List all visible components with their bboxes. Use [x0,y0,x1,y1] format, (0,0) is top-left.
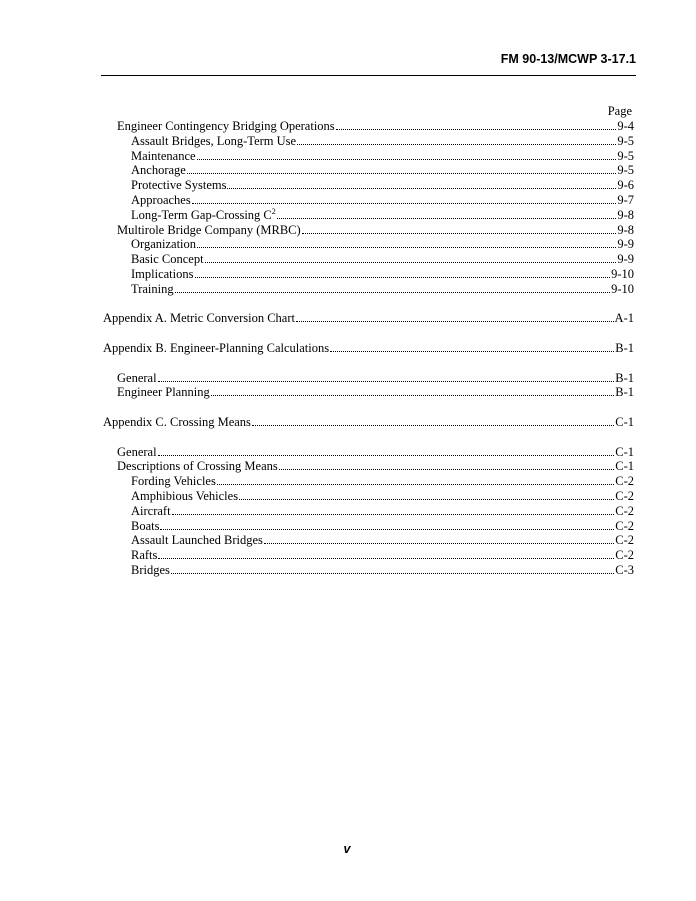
toc-entry-label-text: Rafts [131,548,158,563]
toc-entry-label [117,445,157,460]
toc-entry [103,563,634,578]
dot-leader [195,277,611,278]
toc-entry-label [131,282,174,297]
toc-entry-label [131,208,276,223]
toc-entry-label-text: Appendix C. Crossing Means [103,414,251,429]
toc-entry [103,459,634,474]
toc-entry-label [131,563,170,578]
toc-entry [103,178,634,193]
toc-entry-label [117,371,157,386]
dot-leader [172,514,615,515]
toc-entry-page: C-2 [615,488,634,503]
toc-entry-page: 9-5 [617,133,634,148]
toc-entry [103,267,634,282]
dot-leader [336,129,617,130]
toc-entry-page: C-2 [615,503,634,518]
toc-entry-page: B-1 [615,385,634,400]
toc-entry-label [103,311,295,326]
toc-entry-superscript: 2 [271,206,276,216]
table-of-contents [103,119,634,578]
toc-entry-label [131,489,238,504]
toc-entry-label-text: Bridges [131,562,170,577]
toc-entry-label [131,267,194,282]
toc-entry [103,504,634,519]
toc-entry-label [103,341,329,356]
toc-entry-label [131,474,216,489]
page-column-label: Page [607,104,632,118]
toc-entry [103,119,634,134]
toc-entry [103,519,634,534]
toc-entry-page: B-1 [615,340,634,355]
toc-entry-label [131,519,159,534]
toc-entry-label-text: Training [131,281,174,296]
toc-entry [103,193,634,208]
toc-entry-label [117,223,301,238]
toc-entry-label [117,459,278,474]
toc-entry-label-text: Amphibious Vehicles [131,488,239,503]
toc-entry-label-text: Long-Term Gap-Crossing C [131,207,272,222]
toc-entry-label-text: Protective Systems [131,178,227,193]
dot-leader [296,321,614,322]
toc-entry-page: C-2 [615,548,634,563]
dot-leader [252,425,614,426]
dot-leader [330,351,614,352]
toc-entry-label-text: Maintenance [131,148,196,163]
toc-entry-label-text: Anchorage [131,163,186,178]
toc-entry-label [131,149,196,164]
toc-entry-label [131,533,263,548]
toc-entry-page: C-2 [615,474,634,489]
toc-entry-page: 9-9 [617,252,634,267]
toc-entry-label [131,252,204,267]
document-header-title: FM 90-13/MCWP 3-17.1 [500,52,636,66]
dot-leader [171,573,614,574]
toc-entry-page: 9-8 [617,207,634,222]
toc-entry-page: C-2 [615,533,634,548]
dot-leader [302,233,617,234]
toc-entry-page: C-2 [615,518,634,533]
toc-entry [103,341,634,356]
header-rule [101,75,636,76]
toc-entry-page: A-1 [614,311,634,326]
toc-entry-label [131,163,186,178]
dot-leader [197,247,616,248]
toc-entry-label-text: Aircraft [131,503,171,518]
dot-leader [277,218,617,219]
toc-entry-page: 9-5 [617,163,634,178]
toc-entry-label [131,134,296,149]
dot-leader [279,469,615,470]
toc-entry-label-text: Basic Concept [131,252,204,267]
dot-leader [211,395,615,396]
toc-entry-label-text: Assault Bridges, Long-Term Use [131,133,297,148]
toc-entry-label-text: Engineer Contingency Bridging Operations [117,119,335,133]
toc-entry-label-text: Multirole Bridge Company (MRBC) [117,222,301,237]
toc-entry [103,134,634,149]
dot-leader [160,529,614,530]
toc-entry-label-text: Organization [131,237,197,252]
toc-entry [103,489,634,504]
toc-entry-label-text: Assault Launched Bridges [131,533,263,548]
toc-entry [103,208,634,223]
toc-entry-page: C-1 [615,444,634,459]
dot-leader [175,292,610,293]
dot-leader [197,159,617,160]
dot-leader [239,499,614,500]
toc-entry-page: 9-9 [617,237,634,252]
toc-entry-label-text: General [117,444,157,459]
dot-leader [187,173,616,174]
toc-entry [103,385,634,400]
toc-entry-page: C-1 [615,414,634,429]
toc-entry-label [131,548,157,563]
dot-leader [227,188,616,189]
toc-entry-page: 9-10 [611,281,634,296]
toc-entry-label [117,385,210,400]
toc-entry-label-text: Engineer Planning [117,385,210,400]
toc-entry [103,533,634,548]
toc-entry-label-text: Boats [131,518,160,533]
toc-entry-label-text: Descriptions of Crossing Means [117,459,278,474]
toc-entry [103,237,634,252]
toc-entry [103,252,634,267]
page-number: v [343,842,351,856]
dot-leader [192,203,617,204]
toc-entry-label [131,504,171,519]
toc-entry-label-text: Implications [131,266,194,281]
dot-leader [158,455,615,456]
toc-entry-label [131,193,191,208]
toc-entry-label-text: Approaches [131,192,191,207]
toc-entry-label [131,237,196,252]
toc-entry [103,445,634,460]
toc-entry-page: 9-7 [617,192,634,207]
toc-entry-page: 9-10 [611,266,634,281]
toc-entry-label [131,178,226,193]
toc-entry [103,415,634,430]
toc-entry-label [117,119,335,134]
toc-entry [103,371,634,386]
toc-entry-page: 9-8 [617,222,634,237]
toc-entry-page: 9-4 [617,119,634,133]
toc-entry [103,149,634,164]
toc-entry-page: C-3 [615,562,634,577]
toc-entry-page: 9-5 [617,148,634,163]
toc-entry-label-text: Appendix B. Engineer-Planning Calculations [103,340,330,355]
dot-leader [205,262,617,263]
toc-entry [103,548,634,563]
toc-entry-label [103,415,251,430]
toc-entry-page: 9-6 [617,178,634,193]
toc-entry-label-text: Appendix A. Metric Conversion Chart [103,311,295,326]
dot-leader [158,381,615,382]
dot-leader [264,543,614,544]
toc-entry [103,163,634,178]
toc-entry [103,311,634,326]
toc-entry-page: B-1 [615,370,634,385]
toc-entry [103,282,634,297]
dot-leader [297,144,616,145]
toc-entry-label-text: Fording Vehicles [131,474,216,489]
dot-leader [158,558,614,559]
toc-entry-label-text: General [117,370,157,385]
toc-entry [103,474,634,489]
toc-entry-page: C-1 [615,459,634,474]
dot-leader [217,484,614,485]
toc-entry [103,223,634,238]
